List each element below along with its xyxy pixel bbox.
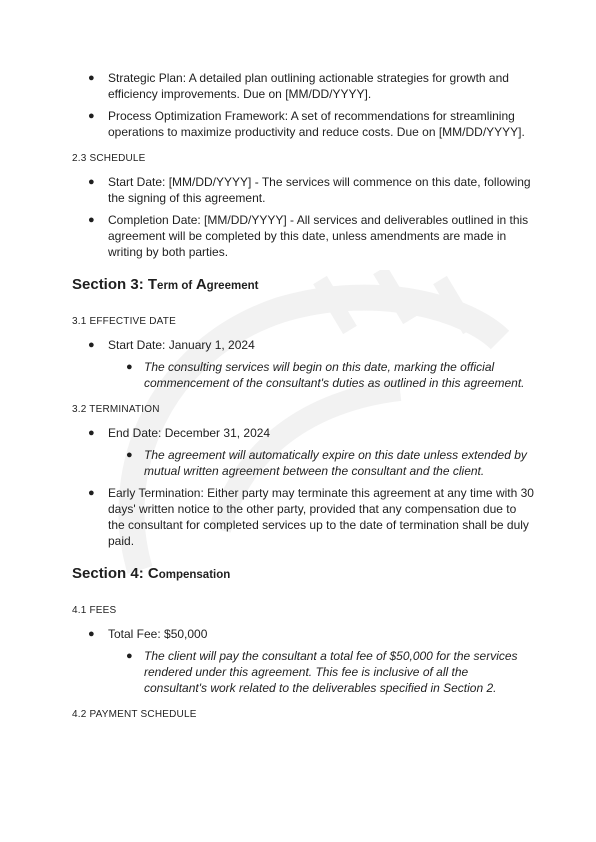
bullet-icon: ● (88, 214, 95, 226)
nested-list (108, 648, 534, 696)
nested-list (108, 359, 534, 391)
subsection-heading-2-3: 2.3 SCHEDULE (72, 153, 146, 164)
list-item (72, 70, 534, 102)
section-prefix: Section (72, 276, 127, 293)
bullet-icon: ● (126, 449, 133, 461)
subsection-heading-4-1: 4.1 FEES (72, 605, 117, 616)
list-item-text: Strategic Plan: A detailed plan outlining actionable strategies for growth and efficiency improvements. Due on [MM/DD/YYYY]. (108, 71, 509, 101)
bullet-icon: ● (88, 628, 95, 640)
list-item-text: Total Fee: $50,000 (108, 627, 208, 641)
termination-list (72, 425, 534, 549)
list-item (72, 425, 534, 479)
bullet-icon: ● (126, 361, 133, 373)
nested-list-text: The client will pay the consultant a total fee of $50,000 for the services rendered under this agreement. This fee is inclusive of all the consultant's work related to the deliverables specified in Section 2. (144, 649, 518, 695)
section-number: 3: (130, 276, 144, 293)
nested-list-item (108, 359, 534, 391)
bullet-icon: ● (88, 176, 95, 188)
nested-list-text: The consulting services will begin on this date, marking the official commencement of the consultant's duties as outlined in this agreement. (144, 360, 525, 390)
effective-date-list (72, 337, 534, 391)
document-body (72, 70, 534, 730)
list-item-text: End Date: December 31, 2024 (108, 426, 271, 440)
section-title-rest: greement (206, 280, 259, 292)
section-4-heading (72, 565, 534, 584)
subsection-heading-4-2: 4.2 PAYMENT SCHEDULE (72, 709, 197, 720)
section-title-rest: ompensation (158, 569, 231, 581)
section-title-initial: T (147, 276, 158, 293)
section-title-initial: A (195, 276, 207, 293)
section-title-rest: erm of (157, 280, 193, 292)
bullet-icon: ● (126, 650, 133, 662)
fees-list (72, 626, 534, 696)
bullet-icon: ● (88, 339, 95, 351)
schedule-list (72, 174, 534, 260)
nested-list-item (108, 648, 534, 696)
list-item (72, 174, 534, 206)
nested-list (108, 447, 534, 479)
deliverables-list (72, 70, 534, 140)
list-item (72, 337, 534, 391)
list-item (72, 626, 534, 696)
bullet-icon: ● (88, 110, 95, 122)
list-item (72, 108, 534, 140)
list-item-text: Completion Date: [MM/DD/YYYY] - All services and deliverables outlined in this agreement will be completed by this date, unless amendments are made in writing by both parties. (108, 213, 529, 259)
section-3-heading (72, 276, 534, 295)
nested-list-text: The agreement will automatically expire on this date unless extended by mutual written agreement between the consultant and the client. (144, 448, 527, 478)
list-item-text: Process Optimization Framework: A set of recommendations for streamlining operations to maximize productivity and reduce costs. Due on [MM/DD/YYYY]. (108, 109, 525, 139)
section-title-initial: C (147, 565, 159, 582)
list-item-text: Start Date: [MM/DD/YYYY] - The services will commence on this date, following the signing of this agreement. (108, 175, 531, 205)
nested-list-item (108, 447, 534, 479)
list-item-text: Early Termination: Either party may terminate this agreement at any time with 30 days' written notice to the other party, provided that any compensation due to the consultant for completed services up to the date of termination shall be duly paid. (108, 486, 534, 548)
list-item-text: Start Date: January 1, 2024 (108, 338, 255, 352)
bullet-icon: ● (88, 72, 95, 84)
section-number: 4: (130, 565, 144, 582)
bullet-icon: ● (88, 427, 95, 439)
list-item (72, 212, 534, 260)
subsection-heading-3-2: 3.2 TERMINATION (72, 404, 160, 415)
subsection-heading-3-1: 3.1 EFFECTIVE DATE (72, 316, 176, 327)
list-item (72, 485, 534, 549)
section-prefix: Section (72, 565, 127, 582)
bullet-icon: ● (88, 487, 95, 499)
